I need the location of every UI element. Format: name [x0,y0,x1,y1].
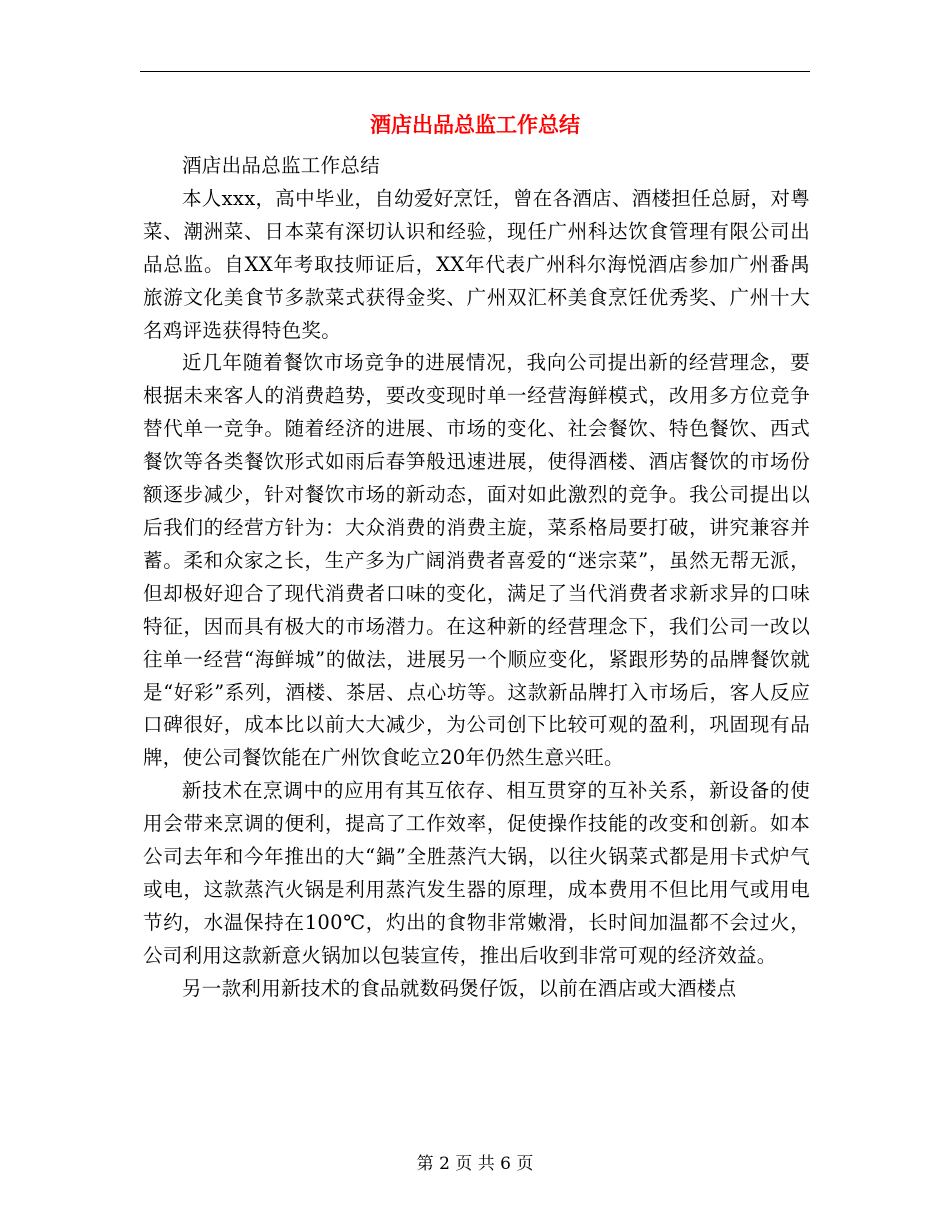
paragraph-subtitle: 酒店出品总监工作总结 [182,154,381,177]
paragraph-business-concept: 近几年随着餐饮市场竞争的进展情况，我向公司提出新的经营理念，要根据未来客人的消费趋势，要改变现时单一经营海鲜模式，改用多方位竞争替代单一竞争。随着经济的进展、市场的变化、社会餐饮、特色餐饮、西式餐饮等各类餐饮形式如雨后春笋般迅速进展，使得酒楼、酒店餐饮的市场份额逐步减少，针对餐饮市场的新动态，面对如此激烈的竞争。我公司提出以后我们的经营方针为：大众消费的消费主旋，菜系格局要打破，讲究兼容并蓄。柔和众家之长，生产多为广阔消费者喜爱的“迷宗菜”，虽然无帮无派，但却极好迎合了现代消费者口味的变化，满足了当代消费者求新求异的口味特征，因而具有极大的市场潜力。在这种新的经营理念下，我们公司一改以往单一经营“海鲜城”的做法，进展另一个顺应变化，紧跟形势的品牌餐饮就是“好彩”系列，酒楼、茶居、点心坊等。这款新品牌打入市场后，客人反应口碑很好，成本比以前大大减少，为公司创下比较可观的盈利，巩固现有品牌，使公司餐饮能在广州饮食屹立20年仍然生意兴旺。 [143,351,810,770]
paragraph-digital-claypot: 另一款利用新技术的食品就数码煲仔饭，以前在酒店或大酒楼点 [182,976,737,1000]
paragraph-introduction: 本人xxx，高中毕业，自幼爱好烹饪，曾在各酒店、酒楼担任总厨，对粤菜、潮洲菜、日本菜有深切认识和经验，现任广州科达饮食管理有限公司出品总监。自XX年考取技师证后，XX年代表广州科尔海悦酒店参加广州番禺旅游文化美食节多款菜式获得金奖、广州双汇杯美食烹饪优秀奖、广州十大名鸡评选获得特色奖。 [143,186,810,342]
document-title: 酒店出品总监工作总结 [370,112,580,137]
document-body [143,150,810,1006]
paragraph-new-technology: 新技术在烹调中的应用有其互依存、相互贯穿的互补关系，新设备的使用会带来烹调的便利，提高了工作效率，促使操作技能的改变和创新。如本公司去年和今年推出的大“鍋”全胜蒸汽大锅，以往火锅菜式都是用卡式炉气或电，这款蒸汽火锅是利用蒸汽发生器的原理，成本费用不但比用气或用电节约，水温保持在100℃，灼出的食物非常嫩滑，长时间加温都不会过火，公司利用这款新意火锅加以包装宣传，推出后收到非常可观的经济效益。 [143,779,810,967]
header-rule [140,71,810,72]
page-number-footer: 第 2 页 共 6 页 [416,1154,534,1174]
